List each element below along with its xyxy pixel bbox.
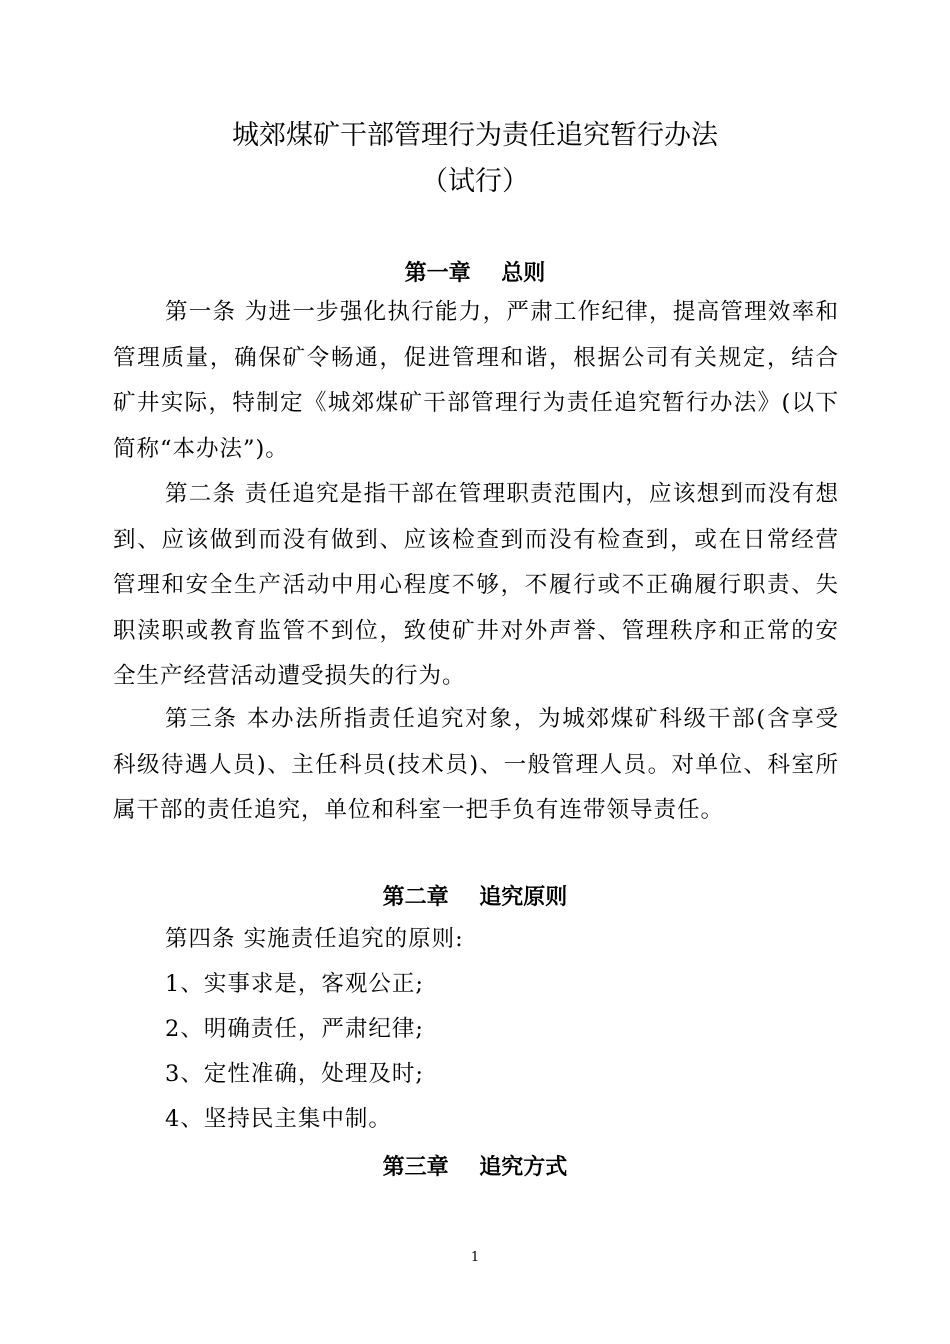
article-1: 第一条 为进一步强化执行能力，严肃工作纪律，提高管理效率和管理质量，确保矿令畅通，促进管理和谐，根据公司有关规定，结合矿井实际，特制定《城郊煤矿干部管理行为责任追究暂行办法》(以下简称“本办法”)。 <box>113 299 839 462</box>
principle-item: 3、定性准确，处理及时; <box>165 1061 424 1087</box>
document-title: 城郊煤矿干部管理行为责任追究暂行办法 <box>232 120 718 151</box>
page-number: 1 <box>470 1250 480 1265</box>
chapter-heading-1: 第一章 总则 <box>404 261 546 286</box>
principle-item: 1、实事求是，客观公正; <box>165 971 424 997</box>
article-2: 第二条 责任追究是指干部在管理职责范围内，应该想到而没有想到、应该做到而没有做到、应该检查到而没有检查到，或在日常经营管理和安全生产活动中用心程度不够，不履行或不正确履行职责、失职渎职或教育监管不到位，致使矿井对外声誉、管理秩序和正常的安全生产经营活动遭受损失的行为。 <box>113 481 839 689</box>
article-4: 第四条 实施责任追究的原则: <box>165 926 464 952</box>
principle-item: 4、坚持民主集中制。 <box>165 1106 392 1132</box>
article-3: 第三条 本办法所指责任追究对象，为城郊煤矿科级干部(含享受科级待遇人员)、主任科员(技术员)、一般管理人员。对单位、科室所属干部的责任追究，单位和科室一把手负有连带领导责任。 <box>113 706 839 823</box>
chapter-heading-2: 第二章 追究原则 <box>382 885 568 910</box>
principle-item: 2、明确责任，严肃纪律; <box>165 1016 424 1042</box>
chapter-heading-3: 第三章 追究方式 <box>382 1155 568 1180</box>
document-subtitle: （试行） <box>421 166 529 197</box>
